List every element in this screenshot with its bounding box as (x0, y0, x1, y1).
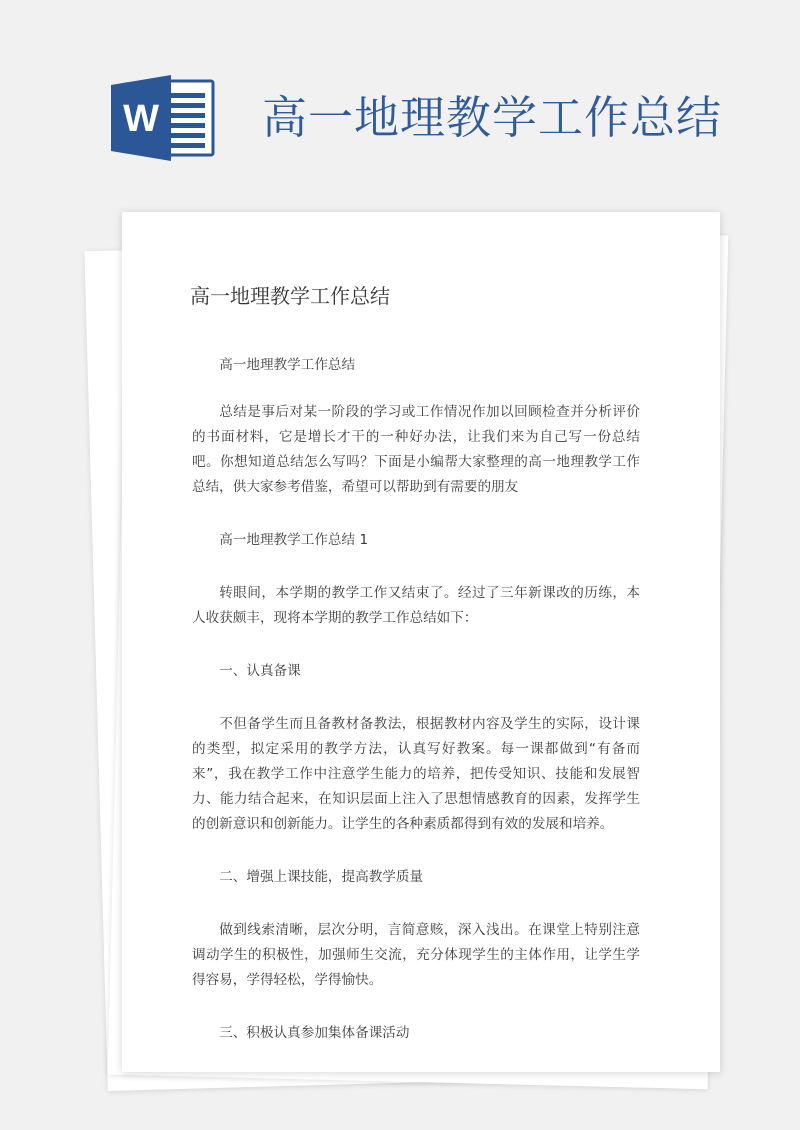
paragraph: 总结是事后对某一阶段的学习或工作情况作加以回顾检查并分析评价的书面材料，它是增长才干的一种好办法，让我们来为自己写一份总结吧。你想知道总结怎么写吗？下面是小编帮大家整理的高一地理教学工作总结，供大家参考借鉴，希望可以帮助到有需要的朋友 (192, 404, 640, 495)
section-heading: 三、积极认真参加集体备课活动 (219, 1025, 410, 1041)
word-icon (107, 73, 219, 163)
paragraph: 转眼间，本学期的教学工作又结束了。经过了三年新课改的历练，本人收获颇丰，现将本学期的教学工作总结如下： (192, 585, 640, 626)
paragraph: 高一地理教学工作总结 (219, 357, 356, 373)
document-body (192, 353, 640, 1046)
paragraph: 做到线索清晰，层次分明，言简意赅，深入浅出。在课堂上特别注意调动学生的积极性，加强师生交流，充分体现学生的主体作用，让学生学得容易，学得轻松，学得愉快。 (192, 922, 640, 988)
word-icon-letter: W (123, 98, 159, 140)
section-heading: 二、增强上课技能，提高教学质量 (219, 869, 424, 885)
document-title: 高一地理教学工作总结 (190, 284, 390, 308)
header (0, 0, 800, 200)
section-heading: 高一地理教学工作总结 1 (219, 532, 369, 548)
paragraph: 不但备学生而且备教材备教法，根据教材内容及学生的实际，设计课的类型，拟定采用的教学方法，认真写好教案。每一课都做到“有备而来”，我在教学工作中注意学生能力的培养，把传受知识、技能和发展智力、能力结合起来，在知识层面上注入了思想情感教育的因素，发挥学生的创新意识和创新能力。让学生的各种素质都得到有效的发展和培养。 (192, 716, 640, 832)
section-heading: 一、认真备课 (219, 663, 301, 679)
header-title: 高一地理教学工作总结 (262, 91, 723, 144)
